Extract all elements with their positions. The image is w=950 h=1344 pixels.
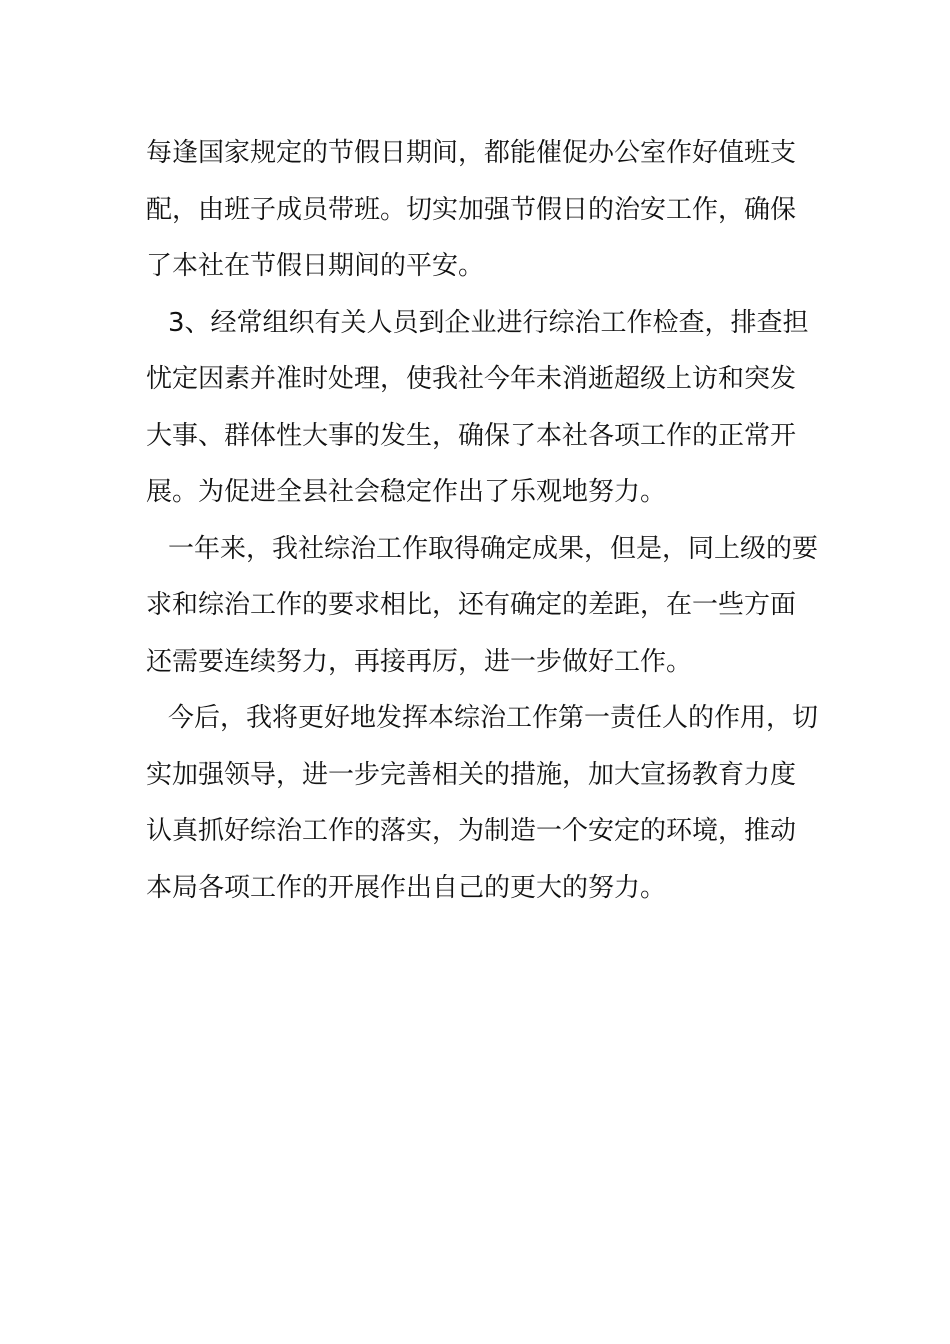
text-line: 认真抓好综治工作的落实，为制造一个安定的环境，推动	[146, 816, 797, 846]
text-line: 实加强领导，进一步完善相关的措施，加大宣扬教育力度	[146, 759, 797, 790]
text-line: 3、经常组织有关人员到企业进行综治工作检查，排查担	[168, 307, 809, 338]
text-line: 大事、群体性大事的发生，确保了本社各项工作的正常开	[146, 420, 797, 451]
paragraph-inspection	[146, 295, 809, 521]
text-line: 本局各项工作的开展作出自己的更大的努力。	[146, 872, 667, 903]
paragraph-year-summary	[146, 521, 819, 691]
paragraph-holiday-duty	[146, 125, 806, 295]
text-line: 了本社在节假日期间的平安。	[146, 251, 485, 281]
text-line: 展。为促进全县社会稳定作出了乐观地努力。	[146, 477, 667, 507]
text-line: 配，由班子成员带班。切实加强节假日的治安工作，确保	[146, 194, 797, 225]
text-line: 还需要连续努力，再接再厉，进一步做好工作。	[146, 646, 693, 677]
document-body	[146, 125, 819, 916]
text-line: 每逢国家规定的节假日期间，都能催促办公室作好值班支	[146, 138, 797, 168]
text-line: 今后，我将更好地发挥本综治工作第一责任人的作用，切	[168, 703, 819, 733]
paragraph-future-plan	[146, 690, 819, 916]
text-line: 求和综治工作的要求相比，还有确定的差距，在一些方面	[146, 590, 797, 620]
text-line: 忧定因素并准时处理，使我社今年未消逝超级上访和突发	[146, 364, 797, 394]
text-line: 一年来，我社综治工作取得确定成果，但是，同上级的要	[168, 533, 819, 564]
